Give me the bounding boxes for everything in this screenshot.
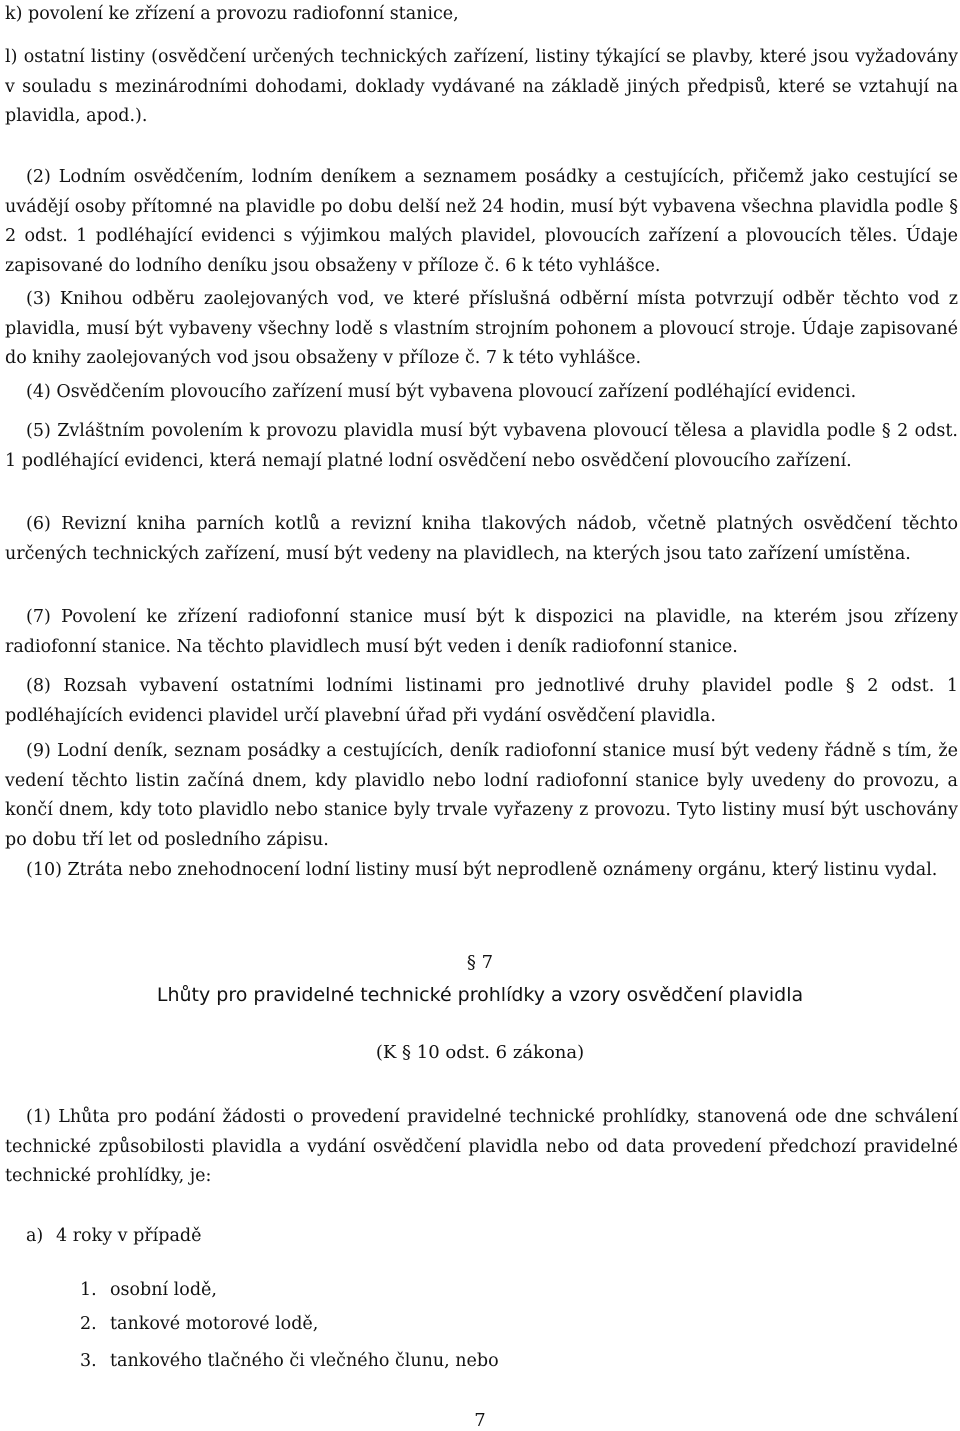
paragraph-8: (8) Rozsah vybavení ostatními lodními listinami pro jednotlivé druhy plavidel podle § 2 odst. 1 podléhajících evidenci plavidel určí plavební úřad při vydání osvědčení plavidla. — [5, 676, 958, 726]
section-paragraph-1: (1) Lhůta pro podání žádosti o provedení pravidelné technické prohlídky, stanovená ode dne schválení technické způsobilosti plavidla a vydání osvědčení plavidla nebo od data provedení předchozí pravidelné technické prohlídky, je: — [5, 1107, 958, 1186]
sub-item-text-2: tankové motorové lodě, — [110, 1314, 319, 1334]
section-title: Lhůty pro pravidelné technické prohlídky a vzory osvědčení plavidla — [156, 984, 804, 1006]
sub-item-marker-2: 2. — [80, 1314, 97, 1334]
paragraph-2: (2) Lodním osvědčením, lodním deníkem a seznamem posádky a cestujících, přičemž jako cestující se uvádějí osoby přítomné na plavidle po dobu delší než 24 hodin, musí být vybavena všechna plavidla podle § 2 odst. 1 podléhající evidenci s výjimkou malých plavidel, plovoucích zařízení a plovoucích těles. Údaje zapisované do lodního deníku jsou obsaženy v příloze č. 6 k této vyhlášce. — [5, 167, 958, 276]
sub-item-3 — [80, 1347, 499, 1377]
paragraph-9: (9) Lodní deník, seznam posádky a cestujících, deník radiofonní stanice musí být vedeny řádně s tím, že vedení těchto listin začíná dnem, kdy plavidlo nebo lodní radiofonní stanice byly uvedeny do provozu, a končí dnem, kdy toto plavidlo nebo stanice byly trvale vyřazeny z provozu. Tyto listiny musí být uschovány po dobu tří let od posledního zápisu. — [5, 741, 958, 850]
list-item-k — [5, 0, 958, 30]
paragraph-5: (5) Zvláštním povolením k provozu plavidla musí být vybavena plovoucí tělesa a plavidla podle § 2 odst. 1 podléhající evidenci, která nemají platné lodní osvědčení nebo osvědčení plovoucího zařízení. — [5, 421, 958, 471]
section-number: § 7 — [466, 952, 494, 973]
paragraph-3: (3) Knihou odběru zaolejovaných vod, ve které příslušná odběrní místa potvrzují odběr těchto vod z plavidla, musí být vybaveny všechny lodě s vlastním strojním pohonem a plovoucí stroje. Údaje zapisované do knihy zaolejovaných vod jsou obsaženy v příloze č. 7 k této vyhlášce. — [5, 289, 958, 368]
page-number: 7 — [474, 1410, 486, 1431]
list-text-a: 4 roky v případě — [56, 1226, 202, 1246]
sub-item-marker-3: 3. — [80, 1351, 97, 1371]
list-marker-a: a) — [26, 1226, 44, 1246]
sub-item-text-3: tankového tlačného či vlečného člunu, nebo — [110, 1351, 499, 1371]
list-text-l: ostatní listiny (osvědčení určených technických zařízení, listiny týkající se plavby, které jsou vyžadovány v souladu s mezinárodními dohodami, doklady vydávané na základě jiných předpisů, které se vztahují na plavidla, apod.). — [5, 47, 958, 126]
list-item-a — [26, 1222, 201, 1252]
paragraph-10: (10) Ztráta nebo znehodnocení lodní listiny musí být neprodleně oznámeny orgánu, který listinu vydal. — [26, 860, 938, 880]
section-reference: (K § 10 odst. 6 zákona) — [375, 1042, 585, 1063]
sub-item-2 — [80, 1310, 318, 1340]
list-text-k: povolení ke zřízení a provozu radiofonní stanice, — [28, 4, 459, 24]
paragraph-7: (7) Povolení ke zřízení radiofonní stanice musí být k dispozici na plavidle, na kterém jsou zřízeny radiofonní stanice. Na těchto plavidlech musí být veden i deník radiofonní stanice. — [5, 607, 958, 657]
sub-item-1 — [80, 1276, 217, 1306]
paragraph-6: (6) Revizní kniha parních kotlů a revizní kniha tlakových nádob, včetně platných osvědčení těchto určených technických zařízení, musí být vedeny na plavidlech, na kterých jsou tato zařízení umístěna. — [5, 514, 958, 564]
list-marker-k: k) — [5, 4, 23, 24]
sub-item-text-1: osobní lodě, — [110, 1280, 217, 1300]
sub-item-marker-1: 1. — [80, 1280, 97, 1300]
list-item-l — [5, 43, 958, 132]
list-marker-l: l) — [5, 47, 18, 67]
paragraph-4: (4) Osvědčením plovoucího zařízení musí být vybavena plovoucí zařízení podléhající evidenci. — [26, 382, 857, 402]
